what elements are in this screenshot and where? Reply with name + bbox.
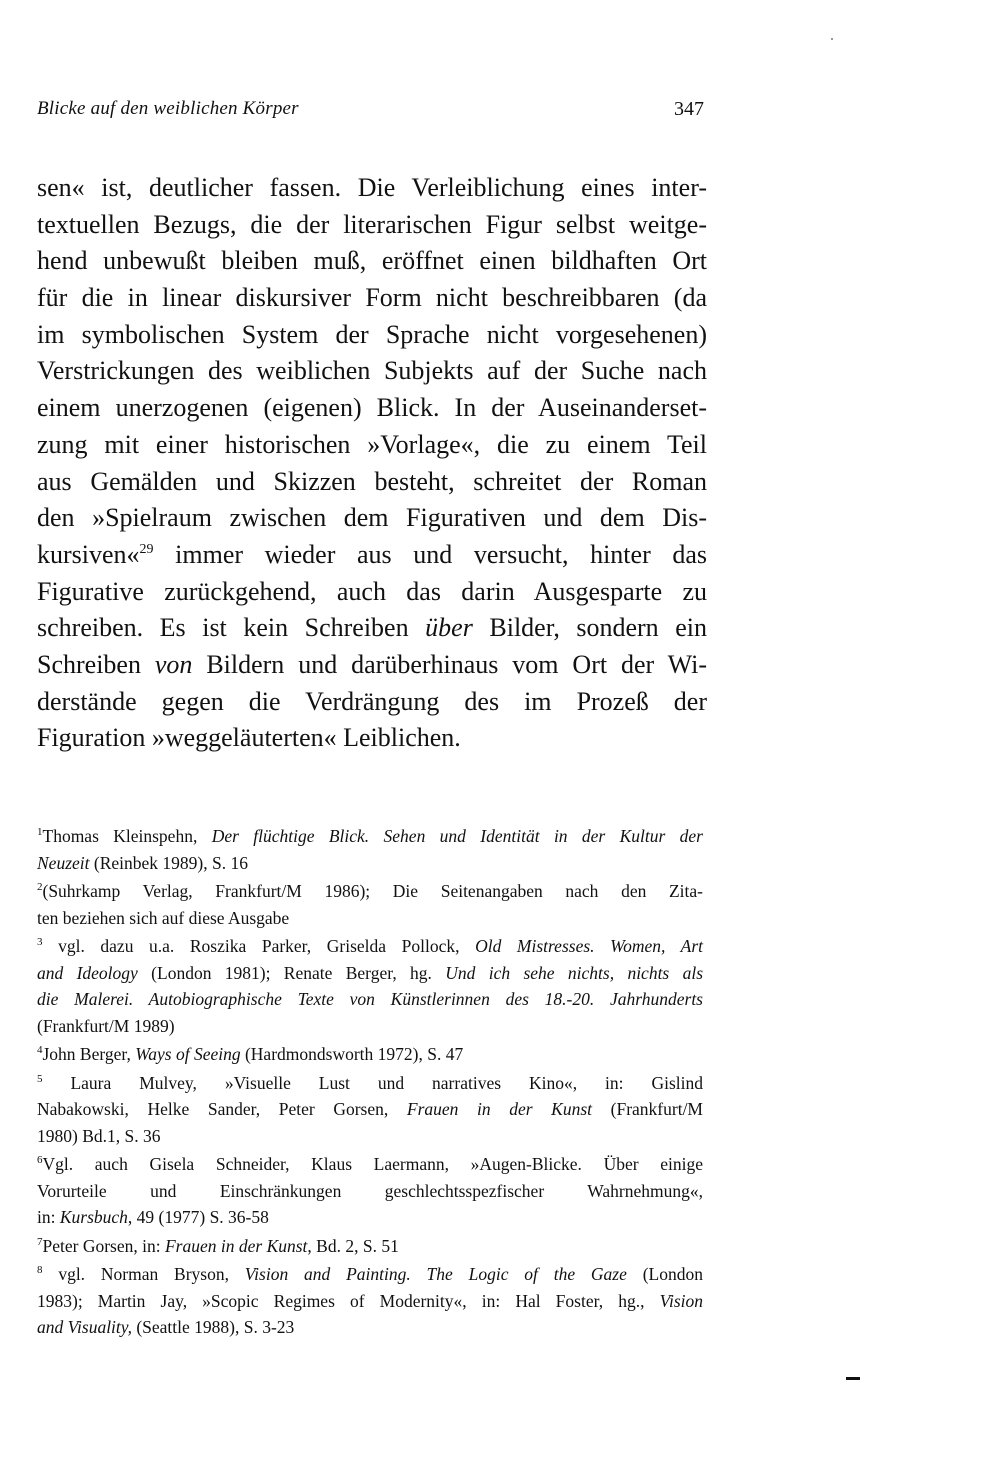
footnote-number: 4 xyxy=(37,1044,43,1056)
footnote-2 xyxy=(37,878,703,905)
footnote-text: (Reinbek 1989), S. 16 xyxy=(89,852,248,873)
footnote-title: Und ich sehe nichts, nichts als xyxy=(445,962,704,983)
body-line: sen« ist, deutlicher fassen. Die Verleiblichung eines inter- xyxy=(37,173,707,202)
footnote-text: in: xyxy=(37,1207,60,1227)
footnote-number: 8 xyxy=(37,1264,43,1276)
body-text-segment: immer wieder aus und versucht, hinter das xyxy=(153,539,707,569)
body-line: textuellen Bezugs, die der literarischen Figur selbst weitge- xyxy=(37,209,707,239)
page-number: 347 xyxy=(674,98,704,120)
footnote-2-cont: ten beziehen sich auf diese Ausgabe xyxy=(37,907,290,928)
footnote-title: Vision and Painting. The Logic of the Gaze xyxy=(244,1264,627,1284)
body-line: einem unerzogenen (eigenen) Blick. In der Auseinanderset- xyxy=(37,393,707,423)
footnote-6-cont: Vorurteile und Einschränkungen geschlechtsspezfischer Wahrnehmung«, xyxy=(37,1180,703,1201)
footnote-number: 7 xyxy=(37,1235,43,1248)
scan-speck xyxy=(831,38,833,40)
footnote-text: Nabakowski, Helke Sander, Peter Gorsen, xyxy=(37,1099,407,1119)
body-line: im symbolischen System der Sprache nicht vorgesehenen) xyxy=(37,319,707,349)
footnote-5-cont xyxy=(37,1096,703,1123)
footnote-title: Ways of Seeing xyxy=(135,1044,241,1064)
body-line xyxy=(37,610,707,647)
body-line: Figurative zurückgehend, auch das darin Ausgesparte zu xyxy=(37,576,707,606)
footnote-5-cont: 1980) Bd.1, S. 36 xyxy=(37,1125,161,1146)
footnote-1-cont xyxy=(37,850,703,877)
body-text-segment: Schreiben xyxy=(37,649,155,679)
body-line: für die in linear diskursiver Form nicht beschreibbaren (da xyxy=(37,283,707,313)
footnote-title: die Malerei. Autobiographische Texte von Künstlerinnen des 18.-20. Jahrhunderts xyxy=(37,989,703,1009)
emphasis: von xyxy=(154,649,193,679)
footnote-6 xyxy=(37,1151,703,1178)
main-paragraph xyxy=(37,170,707,757)
footnote-1 xyxy=(37,823,703,850)
footnote-7 xyxy=(37,1233,703,1260)
footnote-title: Neuzeit xyxy=(37,852,90,873)
footnote-number: 2 xyxy=(37,881,43,893)
footnote-6-cont xyxy=(37,1204,703,1231)
footnote-text: vgl. Norman Bryson, xyxy=(42,1264,245,1284)
footnote-title: Frauen in der Kunst xyxy=(406,1099,593,1119)
footnote-text: (London 1981); Renate Berger, hg. xyxy=(137,962,446,983)
footnote-3 xyxy=(37,933,703,960)
footnote-title: Kursbuch xyxy=(59,1207,128,1227)
footnote-text: (Hardmondsworth 1972), S. 47 xyxy=(240,1044,464,1064)
footnotes xyxy=(37,823,703,1341)
footnote-3-cont xyxy=(37,986,703,1013)
footnote-3-cont xyxy=(37,960,703,987)
emphasis: über xyxy=(425,613,473,643)
body-text-segment: Bildern und darüberhinaus vom Ort der Wi- xyxy=(192,649,707,679)
footnote-text: vgl. dazu u.a. Roszika Parker, Griselda Pollock, xyxy=(42,936,476,956)
footnote-title: Vision xyxy=(659,1290,703,1311)
footnote-number: 6 xyxy=(37,1154,43,1166)
footnote-text: 1983); Martin Jay, »Scopic Regimes of Modernity«, in: Hal Foster, hg., xyxy=(37,1290,660,1311)
footnote-number: 5 xyxy=(37,1072,43,1085)
body-line: zung mit einer historischen »Vorlage«, die zu einem Teil xyxy=(37,429,707,459)
body-text-segment: schreiben. Es ist kein Schreiben xyxy=(37,613,426,643)
footnote-text: (London xyxy=(626,1264,703,1284)
running-header-title: Blicke auf den weiblichen Körper xyxy=(37,98,299,119)
footnote-8-cont xyxy=(37,1288,703,1315)
footnote-title: Old Mistresses. Women, Art xyxy=(475,936,703,956)
footnote-number: 3 xyxy=(37,936,43,948)
margin-dash-mark xyxy=(846,1377,860,1380)
body-line: derstände gegen die Verdrängung des im Prozeß der xyxy=(37,686,707,716)
body-line: Figuration »weggeläuterten« Leiblichen. xyxy=(37,723,461,753)
footnote-text: (Suhrkamp Verlag, Frankfurt/M 1986); Die Seitenangaben nach den Zita- xyxy=(42,881,703,901)
footnote-8 xyxy=(37,1261,703,1288)
footnote-number: 1 xyxy=(37,826,43,838)
footnote-5 xyxy=(37,1070,703,1097)
footnote-text: Peter Gorsen, in: xyxy=(42,1235,165,1256)
footnote-text: (Seattle 1988), S. 3-23 xyxy=(131,1317,295,1337)
footnote-text: (Frankfurt/M xyxy=(592,1099,703,1119)
footnote-8-cont xyxy=(37,1314,703,1341)
footnote-text: Laura Mulvey, »Visuelle Lust und narratives Kino«, in: Gislind xyxy=(42,1072,703,1093)
footnote-4 xyxy=(37,1041,703,1068)
body-text-segment: kursiven« xyxy=(37,539,140,569)
footnote-3-cont: (Frankfurt/M 1989) xyxy=(37,1015,175,1036)
footnote-title: Frauen in der Kunst xyxy=(164,1235,308,1256)
body-line xyxy=(37,537,707,574)
footnote-reference: 29 xyxy=(139,541,154,557)
body-line: den »Spielraum zwischen dem Figurativen und dem Dis- xyxy=(37,503,707,533)
footnote-text: John Berger, xyxy=(42,1044,136,1064)
body-line: aus Gemälden und Skizzen besteht, schreitet der Roman xyxy=(37,466,707,496)
footnote-text: , 49 (1977) S. 36-58 xyxy=(127,1207,269,1227)
footnote-title: and Visuality, xyxy=(37,1317,132,1337)
footnote-title: Der flüchtige Blick. Sehen und Identität in der Kultur der xyxy=(211,826,703,846)
body-line: Verstrickungen des weiblichen Subjekts auf der Suche nach xyxy=(37,356,707,386)
footnote-text: , Bd. 2, S. 51 xyxy=(307,1235,399,1256)
footnote-text: Thomas Kleinspehn, xyxy=(42,826,212,846)
body-line xyxy=(37,647,707,684)
body-text-segment: Bilder, sondern ein xyxy=(472,613,707,643)
footnote-text: Vgl. auch Gisela Schneider, Klaus Laermann, »Augen-Blicke. Über einige xyxy=(42,1154,703,1174)
body-line: hend unbewußt bleiben muß, eröffnet einen bildhaften Ort xyxy=(37,246,707,276)
footnote-title: and Ideology xyxy=(37,962,138,983)
